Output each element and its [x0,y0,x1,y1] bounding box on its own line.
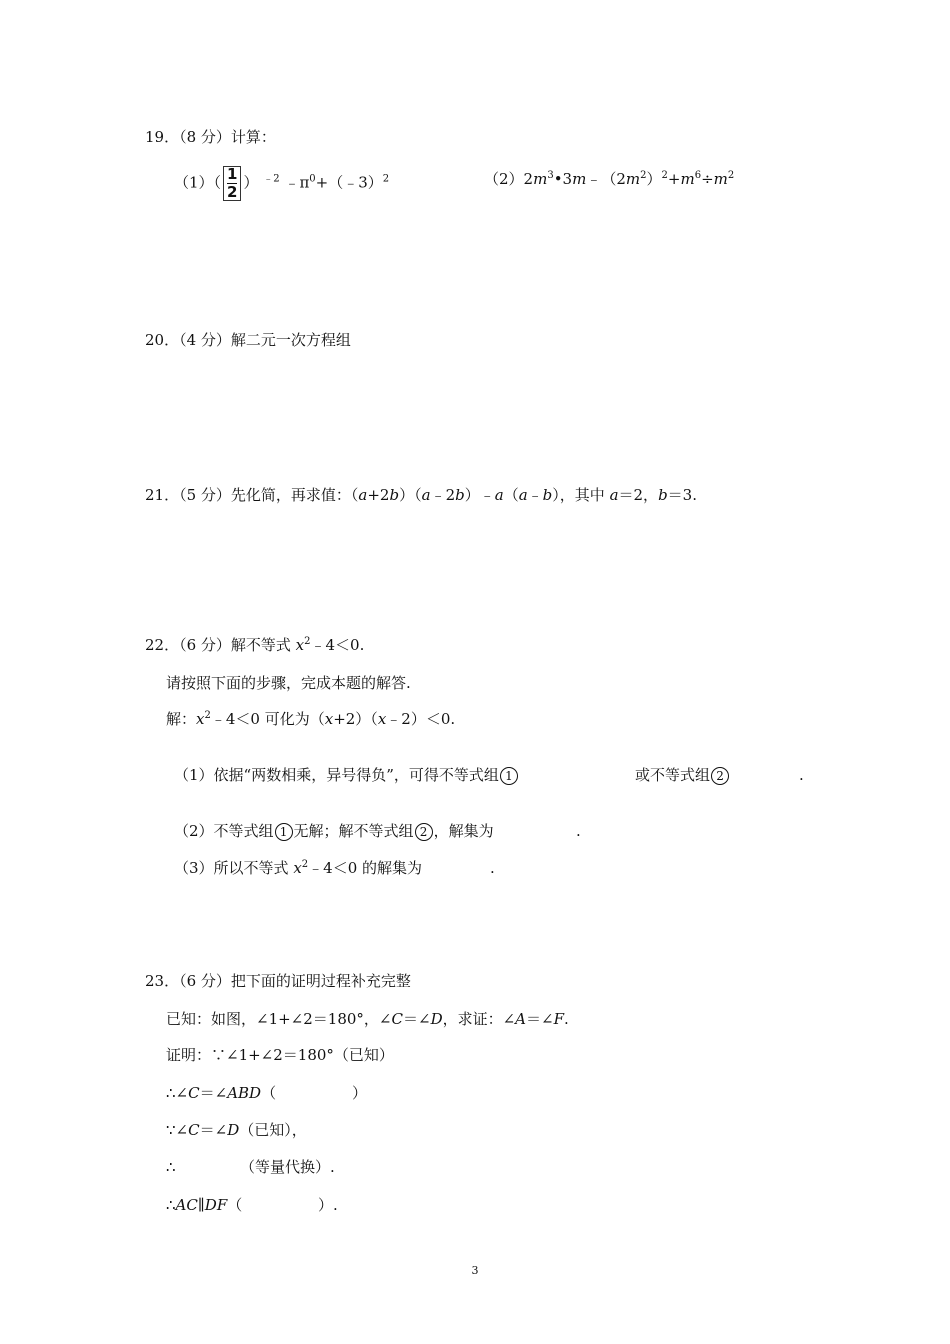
q21-text: 21．（5 分）先化简，再求值：（a+2b）（a﹣2b）﹣a（a﹣b），其中 a＝2，b＝3. [145,486,697,504]
q23-proof-line1: 证明：∵∠1+∠2＝180°（已知） [166,1046,394,1064]
q23-given: 已知：如图，∠1+∠2＝180°，∠C＝∠D，求证：∠A＝∠F. [166,1010,569,1028]
q23-proof-line5: ∴AC∥DF（ ）. [166,1196,338,1214]
q22-instruction: 请按照下面的步骤，完成本题的解答. [166,674,411,692]
q22-step2: （2）不等式组 1 无解；解不等式组 2 ，解集为 . [174,822,581,840]
q20-title: 20．（4 分）解二元一次方程组 [145,331,351,349]
q23-proof-line3: ∵∠C＝∠D（已知）， [166,1121,307,1139]
q22-title: 22．（6 分）解不等式 $x^2﹣4<0$. [145,636,365,654]
q23-title: 23．（6 分）把下面的证明过程补充完整 [145,972,411,990]
q22-solution: 解：$x^2﹣4<0$ 可化为（x+2）（x﹣2）＜0. [166,710,456,728]
fraction-one-half: $\frac{1}{2}$ [223,166,241,201]
q22-step1: （1）依据“两数相乘，异号得负”，可得不等式组 1 或不等式组 2 . [174,766,804,784]
q23-proof-line2: ∴∠C＝∠ABD（ ） [166,1084,368,1102]
q23-proof-line4: ∴ （等量代换）. [166,1158,335,1176]
q22-step3: （3）所以不等式 $x^2﹣4<0$ 的解集为 . [174,859,495,877]
page-number: 3 [471,1264,479,1277]
q19-part2: $(2)2m^3•3m﹣(2m^2)^2+m^6\div m^2$ [484,170,735,188]
q19-title: 19．（8 分）计算： [145,128,276,146]
circled-number-1: 1 [500,767,518,785]
circled-number-2: 2 [711,767,729,785]
q19-part1: $(1)( \frac{1}{2}$ ） $^{﹣2}$ $﹣\pi^0+(﹣3)^2$ [174,165,390,201]
